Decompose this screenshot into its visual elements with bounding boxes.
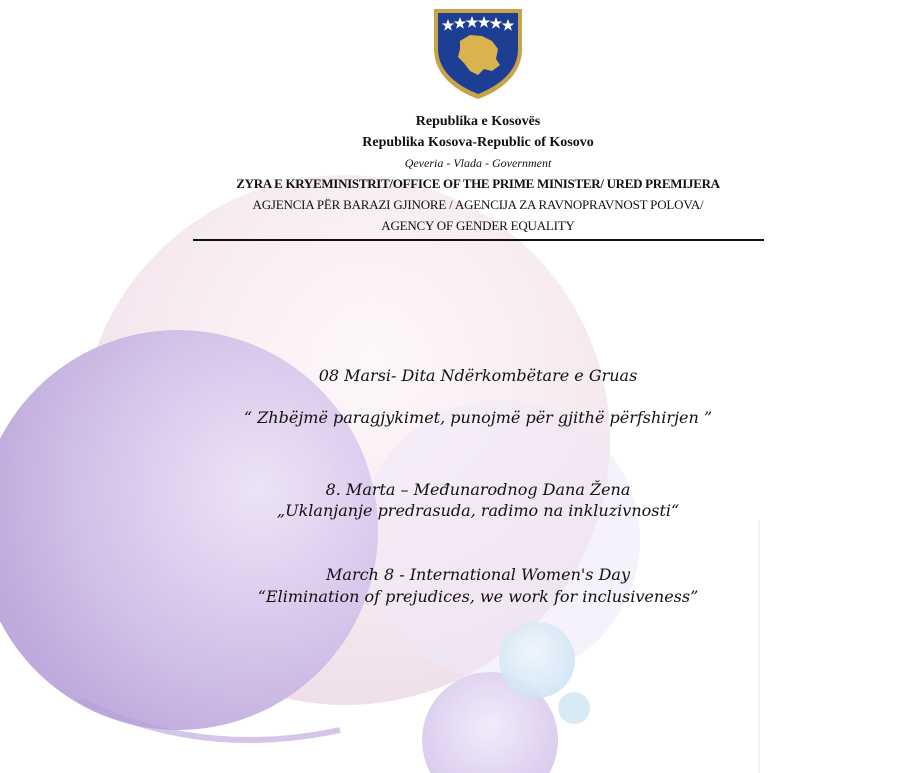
english-title: March 8 - International Women's Day: [326, 565, 630, 584]
english-slogan: “Elimination of prejudices, we work for inclusiveness”: [257, 587, 699, 606]
kosovo-coat-of-arms-icon: [430, 5, 526, 101]
header-office-prime-minister: ZYRA E KRYEMINISTRIT/OFFICE OF THE PRIME MINISTER/ URED PREMIJERA: [236, 176, 720, 191]
albanian-slogan: “ Zhbëjmë paragjykimet, punojmë për gjithë përfshirjen ”: [243, 408, 713, 427]
serbian-slogan: „Uklanjanje predrasuda, radimo na inkluzivnosti“: [276, 501, 680, 520]
header-agency-line1: AGJENCIA PËR BARAZI GJINORE / AGENCIJA ZA RAVNOPRAVNOST POLOVA/: [252, 197, 704, 212]
albanian-title: 08 Marsi- Dita Ndërkombëtare e Gruas: [318, 366, 638, 385]
header-divider: [193, 239, 764, 241]
header-agency-line2: AGENCY OF GENDER EQUALITY: [381, 218, 575, 233]
header-government: Qeveria - Vlada - Government: [404, 156, 552, 170]
header-republic-albanian: Republika e Kosovës: [415, 114, 541, 129]
serbian-title: 8. Marta – Međunarodnog Dana Žena: [325, 480, 631, 499]
header-republic-serbian-english: Republika Kosova-Republic of Kosovo: [362, 135, 594, 150]
